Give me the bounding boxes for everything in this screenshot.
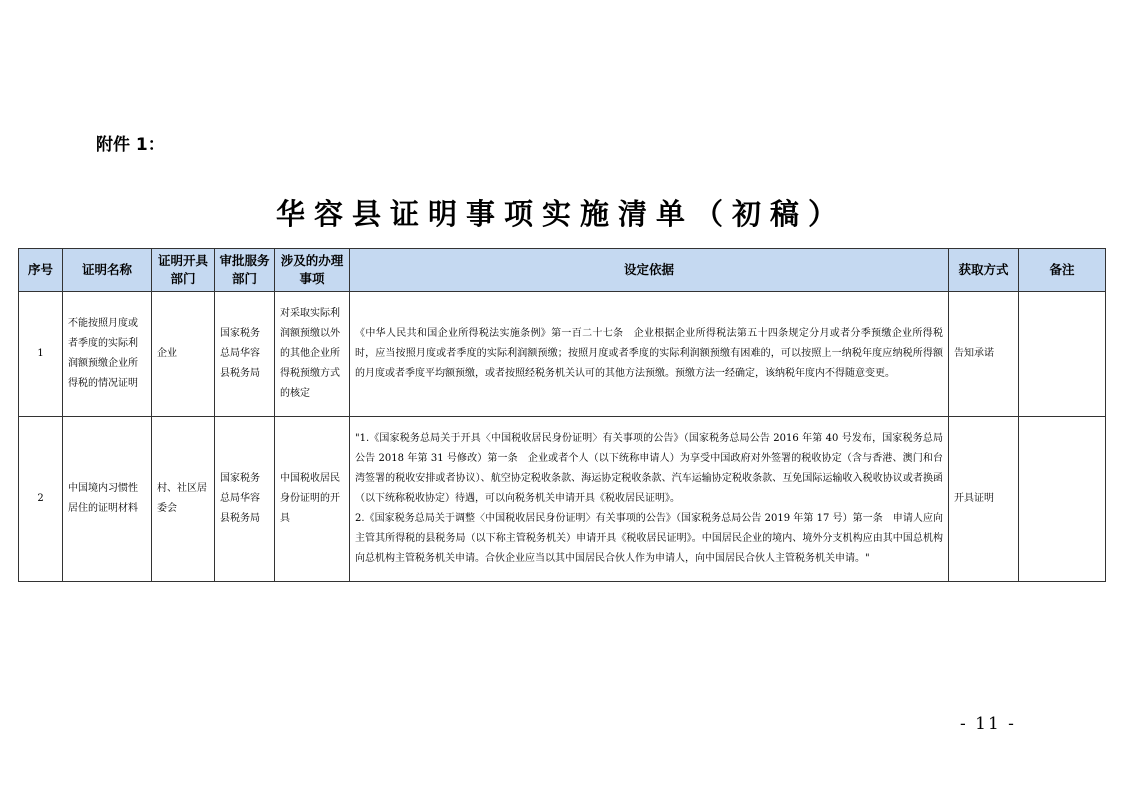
header-basis: 设定依据 bbox=[350, 249, 949, 292]
header-name: 证明名称 bbox=[63, 249, 152, 292]
cell-matter: 中国税收居民身份证明的开具 bbox=[275, 417, 350, 582]
table-row bbox=[19, 417, 1106, 582]
cell-seq: 1 bbox=[19, 292, 63, 417]
cell-remarks bbox=[1019, 417, 1106, 582]
header-method: 获取方式 bbox=[949, 249, 1019, 292]
cell-name: 中国境内习惯性居住的证明材料 bbox=[63, 417, 152, 582]
table-header-row bbox=[19, 249, 1106, 292]
basis-paragraph-2: 2.《国家税务总局关于调整〈中国税收居民身份证明〉有关事项的公告》（国家税务总局公告 2019 年第 17 号）第一条 申请人应向主管其所得税的县税务局（以下称主管税务机关）申请开具《税收居民证明》。中国居民企业的境内、境外分支机构应由其中国总机构向总机构主管税务机关申请。合伙企业应当以其中国居民合伙人作为申请人，向中国居民合伙人主管税务机关申请。" bbox=[355, 513, 943, 564]
cell-seq: 2 bbox=[19, 417, 63, 582]
cell-approver: 国家税务总局华容县税务局 bbox=[215, 417, 275, 582]
header-remarks: 备注 bbox=[1019, 249, 1106, 292]
cell-approver: 国家税务总局华容县税务局 bbox=[215, 292, 275, 417]
cell-method: 开具证明 bbox=[949, 417, 1019, 582]
certification-items-table bbox=[18, 248, 1106, 582]
header-matter: 涉及的办理事项 bbox=[275, 249, 350, 292]
cell-basis bbox=[350, 417, 949, 582]
table-row bbox=[19, 292, 1106, 417]
cell-name: 不能按照月度或者季度的实际利润额预缴企业所得税的情况证明 bbox=[63, 292, 152, 417]
basis-paragraph-1: "1.《国家税务总局关于开具〈中国税收居民身份证明〉有关事项的公告》（国家税务总局公告 2016 年第 40 号发布，国家税务总局公告 2018 年第 31 号修改）第一条 企业或者个人（以下统称申请人）为享受中国政府对外签署的税收协定（含与香港、澳门和台湾签署的税收安排或者协议）、航空协定税收条款、海运协定税收条款、汽车运输协定税收条款、互免国际运输收入税收协议或者换函（以下统称税收协定）待遇，可以向税务机关申请开具《税收居民证明》。 bbox=[355, 433, 943, 504]
cell-issuer: 企业 bbox=[152, 292, 215, 417]
cell-issuer: 村、社区居委会 bbox=[152, 417, 215, 582]
attachment-label: 附件 1： bbox=[96, 135, 165, 155]
document-title: 华容县证明事项实施清单（初稿） bbox=[275, 197, 846, 231]
page-number: - 11 - bbox=[960, 714, 1016, 734]
cell-basis: 《中华人民共和国企业所得税法实施条例》第一百二十七条 企业根据企业所得税法第五十四条规定分月或者分季预缴企业所得税时，应当按照月度或者季度的实际利润额预缴；按照月度或者季度的实际利润额预缴有困难的，可以按照上一纳税年度应纳税所得额的月度或者季度平均额预缴，或者按照经税务机关认可的其他方法预缴。预缴方法一经确定，该纳税年度内不得随意变更。 bbox=[350, 292, 949, 417]
header-approver: 审批服务部门 bbox=[215, 249, 275, 292]
cell-matter: 对采取实际利润额预缴以外的其他企业所得税预缴方式的核定 bbox=[275, 292, 350, 417]
cell-remarks bbox=[1019, 292, 1106, 417]
header-issuer: 证明开具部门 bbox=[152, 249, 215, 292]
cell-method: 告知承诺 bbox=[949, 292, 1019, 417]
header-seq: 序号 bbox=[19, 249, 63, 292]
